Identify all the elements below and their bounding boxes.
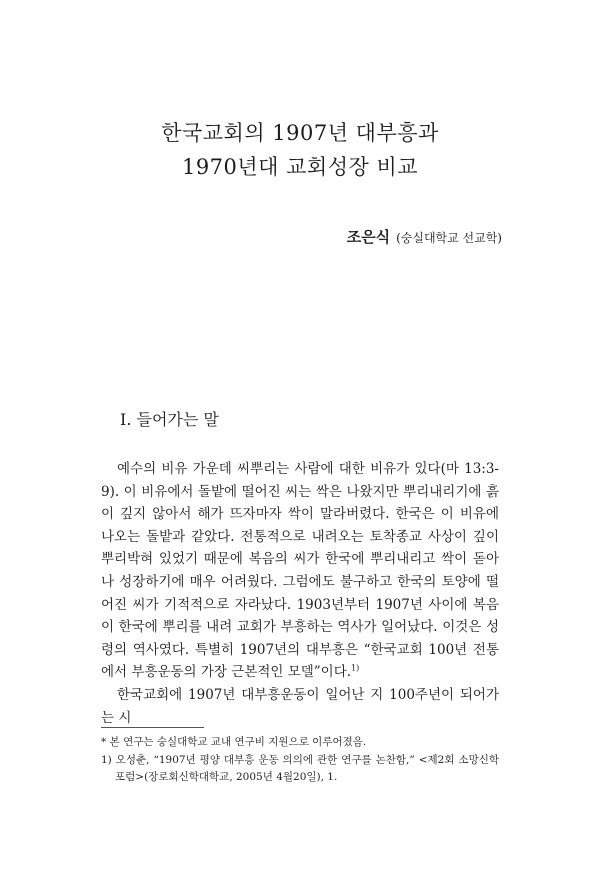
footnote-1: 1) 오성춘, “1907년 평양 대부흥 운동 의의에 관한 연구를 논찬함,” <제2회 소망신학포럼>(장로회신학대학교, 2005년 4월20일), 1. [101,753,499,783]
body-text [101,458,499,729]
title-line-2: 1970년대 교회성장 비교 [181,155,419,179]
author-affiliation: (숭실대학교 선교학) [396,231,502,245]
paper-title [0,116,600,184]
paragraph-2: 한국교회에 1907년 대부흥운동이 일어난 지 100주년이 되어가는 시 [101,686,499,726]
footnote-ref-1: 1) [351,663,360,673]
author-name: 조은식 [346,228,391,246]
paragraph-1-text: 예수의 비유 가운데 씨뿌리는 사람에 대한 비유가 있다(마 13:3-9). 이 비유에서 돌밭에 떨어진 씨는 싹은 나왔지만 뿌리내리기에 흙이 깊지 않아서 해가 뜨자마자 싹이 말라버렸다. 한국은 이 비유에 나오는 돌밭과 같았다. 전통적으로 내려오는 토착종교 사상이 깊이 뿌리박혀 있었기 때문에 복음의 씨가 한국에 뿌리내리고 싹이 돋아나 성장하기에 매우 어려웠다. 그럼에도 불구하고 한국의 토양에 떨어진 씨가 기적적으로 자라났다. 1903년부터 1907년 사이에 복음이 한국에 뿌리를 내려 교회가 부흥하는 역사가 일어났다. 이것은 성령의 역사였다. 특별히 1907년의 대부흥은 “한국교회 100년 전통에서 부흥운동의 가장 근본적인 모델”이다. [101,461,499,681]
footnote-divider [101,727,204,728]
section-heading: I. 들어가는 말 [120,410,219,429]
paragraph-1 [101,458,499,684]
author-line [347,226,502,247]
footnotes [101,734,499,787]
footnote-star: * 본 연구는 숭실대학교 교내 연구비 지원으로 이루어졌음. [101,736,367,748]
title-line-1: 한국교회의 1907년 대부흥과 [161,121,439,145]
